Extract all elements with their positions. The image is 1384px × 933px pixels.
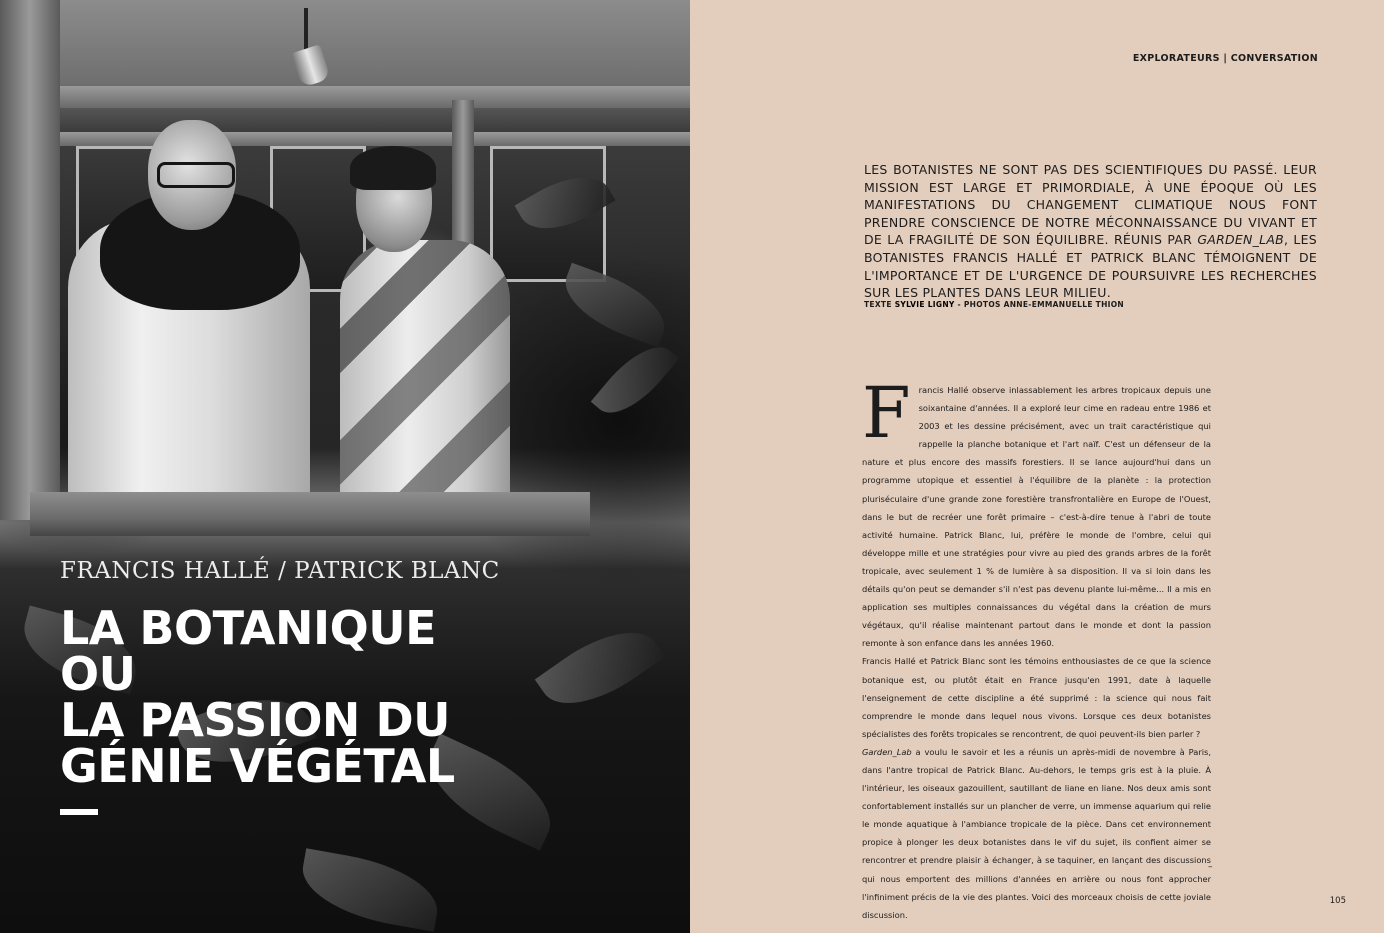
article-intro	[864, 161, 1317, 302]
intro-publication: GARDEN_LAB	[1197, 232, 1284, 248]
body-paragraph	[862, 372, 1211, 652]
hair	[350, 146, 436, 190]
credits-author: SYLVIE LIGNY	[894, 300, 955, 309]
stone-ledge	[30, 492, 590, 536]
wooden-post	[0, 0, 60, 520]
paragraph-text: a voulu le savoir et les a réunis un après-midi de novembre à Paris, dans l'antre tropical de Patrick Blanc. Au-dehors, le temps gris est à la pluie. À l'intérieur, les oiseaux gazouillent, sautillant de liane en liane. Nos deux amis sont confortablement installés sur un plancher de verre, un immense aquarium qui relie le monde aquatique à l'ambiance tropicale de la pièce. Dans cet environnement propice à plonger les deux botanistes dans le vif du sujet, ils confient aimer se rencontrer et prendre plaisir à échanger, à se taquiner, en lançant des discussions qui nous emportent des millions d'années en arrière ou nous font approcher l'infiniment précis de la vie des plantes. Voici des morceaux choisis de cette joviale discussion.	[862, 746, 1211, 920]
subjects-names: FRANCIS HALLÉ / PATRICK BLANC	[60, 558, 500, 584]
leaf	[555, 263, 675, 348]
wooden-beam	[0, 132, 690, 146]
intro-text: , LES BOTANISTES FRANCIS HALLÉ ET PATRICK BLANC TÉMOIGNENT DE L'IMPORTANCE ET DE L'URGENCE DE POURSUIVRE LES RECHERCHES SUR LES PLANTES DANS LEUR MILIEU.	[864, 232, 1317, 301]
section-rubric: EXPLORATEURS | CONVERSATION	[1132, 53, 1318, 64]
body-paragraph	[862, 743, 1211, 924]
article-credits	[864, 300, 1124, 309]
headline-line: GÉNIE VÉGÉTAL	[60, 739, 455, 793]
article-title-block	[60, 560, 680, 815]
glasses	[157, 162, 235, 188]
text-page	[690, 0, 1384, 933]
cover-photo	[0, 0, 690, 933]
lamp	[291, 44, 331, 88]
headline-line: LA PASSION DU	[60, 693, 450, 747]
credits-photos: - PHOTOS ANNE-EMMANUELLE THION	[954, 300, 1124, 309]
lamp-arm	[304, 8, 308, 52]
body-paragraph: Francis Hallé et Patrick Blanc sont les témoins enthousiastes de ce que la science botanique est, ou plutôt était en France jusqu'en 1991, date à laquelle l'enseignement de cette discipline a été supprimé : la science qui nous fait comprendre le monde dans lequel nous vivons. Lorsque ces deux botanistes spécialistes des forêts tropicales se rencontrent, de quoi peuvent-ils bien parler ?	[862, 656, 1211, 739]
paragraph-text: rancis Hallé observe inlassablement les arbres tropicaux depuis une soixantaine d'années. Il a exploré leur cime en radeau entre 1986 et 2003 et les dessine précisément, avec un trait caractéristique qui rappelle la planche botanique et l'art naïf. C'est un défenseur de la nature et plus encore des massifs forestiers. Il se lance aujourd'hui dans un programme utopique et essentiel à l'équilibre de la planète : la protection pluriséculaire d'une grande zone forestière transfrontalière en Europe de l'Ouest, dans le but de recréer une forêt primaire – c'est-à-dire tenue à l'abri de toute activité humaine. Patrick Blanc, lui, préfère le monde de l'ombre, celui qui développe mille et une stratégies pour vivre au pied des grands arbres de la forêt tropicale, avec seulement 1 % de lumière à sa disposition. Il va si loin dans les détails qu'on peut se demander s'il n'est pas devenu plante lui-même... Il a mis en application ses multiples connaissances du végétal dans la création de murs végétaux, qu'il réalise maintenant partout dans le monde et dont la passion remonte à son enfance dans les années 1960.	[862, 385, 1211, 649]
wooden-beam	[0, 86, 690, 108]
leaf	[296, 848, 444, 931]
patrick-blanc-figure	[340, 240, 510, 515]
article-body	[862, 372, 1211, 924]
leaf	[591, 333, 679, 428]
drop-cap: F	[862, 372, 911, 454]
headline-line: LA BOTANIQUE	[60, 601, 436, 655]
title-dash	[60, 809, 98, 815]
article-headline	[60, 601, 680, 793]
intro-text: LES BOTANISTES NE SONT PAS DES SCIENTIFIQUES DU PASSÉ. LEUR MISSION EST LARGE ET PRIMORDIALE, À UNE ÉPOQUE OÙ LES MANIFESTATIONS DU CHANGEMENT CLIMATIQUE NOUS FONT PRENDRE CONSCIENCE DE NOTRE MÉCONNAISSANCE DU VIVANT ET DE LA FRAGILITÉ DE SON ÉQUILIBRE. RÉUNIS PAR	[864, 162, 1317, 248]
credits-label: TEXTE	[864, 300, 895, 309]
page-number: 105	[1329, 896, 1346, 906]
end-mark: –	[1208, 862, 1213, 872]
headline-line: OU	[60, 647, 136, 701]
publication-name: Garden_Lab	[862, 746, 912, 757]
